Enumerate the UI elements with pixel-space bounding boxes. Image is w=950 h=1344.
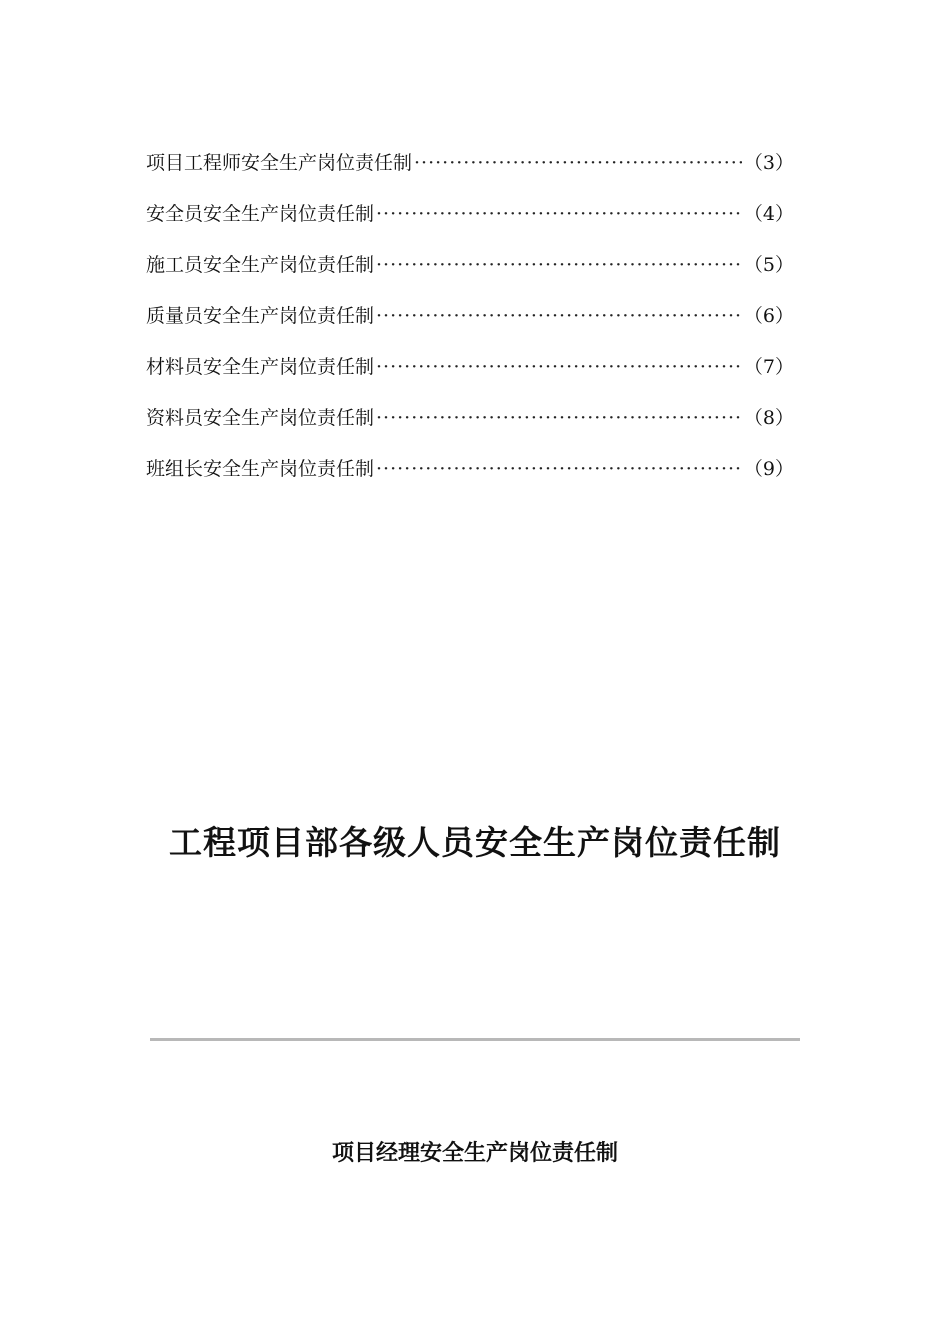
toc-entry-page: （7）	[743, 356, 794, 378]
toc-entry-title: 资料员安全生产岗位责任制	[146, 407, 375, 429]
toc-entry-page: （5）	[743, 254, 794, 276]
toc-entry-title: 材料员安全生产岗位责任制	[146, 356, 375, 378]
toc-entry-title: 项目工程师安全生产岗位责任制	[146, 152, 413, 174]
toc-leader-dots	[414, 145, 742, 181]
toc-entry-page: （9）	[743, 458, 794, 480]
toc-leader-dots	[376, 400, 742, 436]
toc-entry[interactable]	[146, 349, 794, 400]
toc-leader-dots	[376, 451, 742, 487]
document-title: 工程项目部各级人员安全生产岗位责任制	[169, 823, 781, 862]
toc-leader-dots	[376, 298, 742, 334]
toc-entry-page: （8）	[743, 407, 794, 429]
toc-entry[interactable]	[146, 247, 794, 298]
toc-entry-page: （4）	[743, 203, 794, 225]
section-divider	[150, 1038, 800, 1041]
toc-leader-dots	[376, 196, 742, 232]
table-of-contents	[146, 145, 794, 502]
toc-entry[interactable]	[146, 298, 794, 349]
toc-entry-title: 质量员安全生产岗位责任制	[146, 305, 375, 327]
toc-leader-dots	[376, 349, 742, 385]
toc-leader-dots	[376, 247, 742, 283]
toc-entry-title: 班组长安全生产岗位责任制	[146, 458, 375, 480]
toc-entry[interactable]	[146, 145, 794, 196]
toc-entry[interactable]	[146, 400, 794, 451]
section-title: 项目经理安全生产岗位责任制	[331, 1141, 618, 1166]
toc-entry-page: （6）	[743, 305, 794, 327]
toc-entry-title: 施工员安全生产岗位责任制	[146, 254, 375, 276]
toc-entry[interactable]	[146, 451, 794, 502]
toc-entry[interactable]	[146, 196, 794, 247]
toc-entry-page: （3）	[743, 152, 794, 174]
toc-entry-title: 安全员安全生产岗位责任制	[146, 203, 375, 225]
